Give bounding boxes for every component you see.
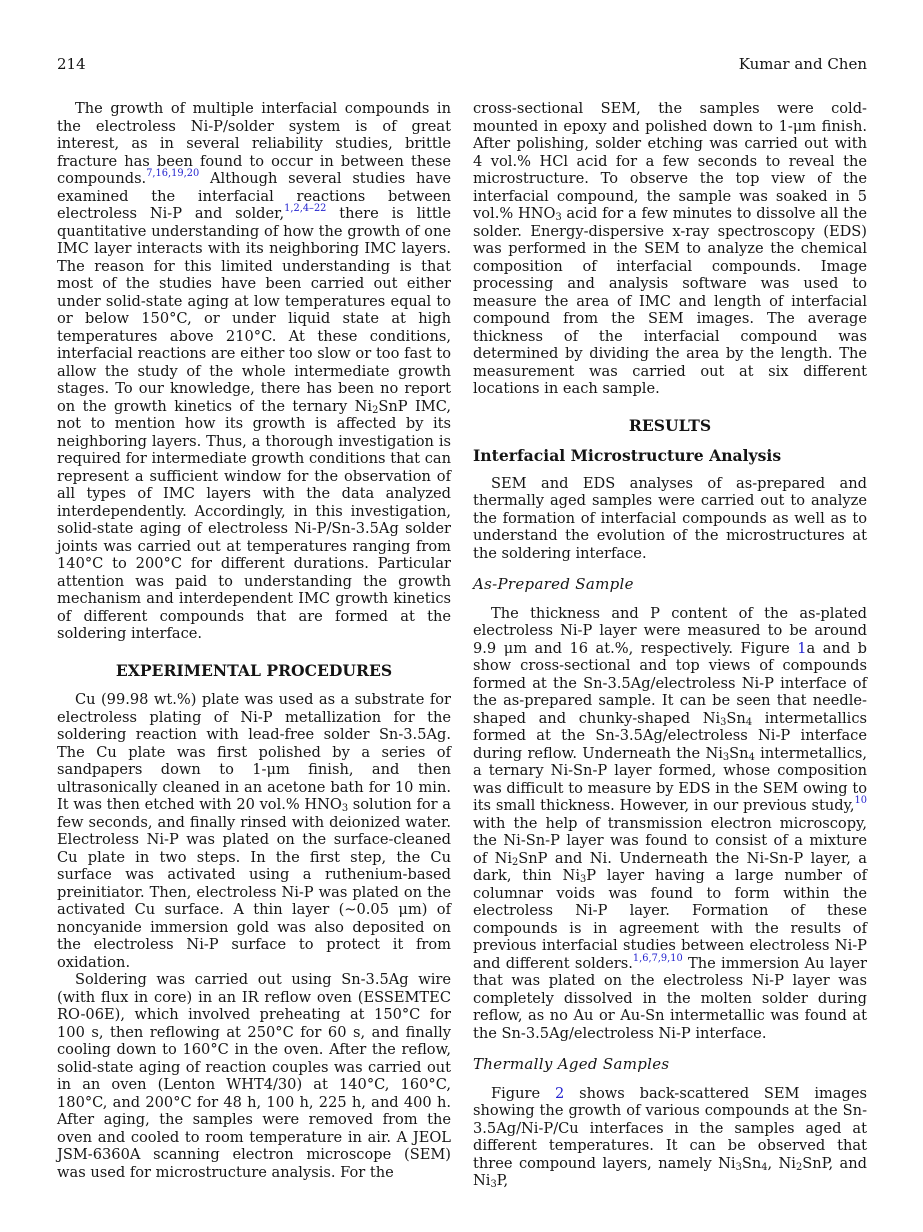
chemical-subscript: 3 (490, 1179, 497, 1191)
paragraph: Figure 2 shows back-scattered SEM images showing the growth of various compounds at the Sn-3.5Ag/Ni-P/Cu interfaces in the samples aged at different temperatures. It can be observed that three compound layers, namely $Ni_3Sn_4$, $Ni_2SnP$, and $Ni_3P$, (473, 1084, 867, 1191)
subsection-heading: Interfacial Microstructure Analysis (473, 446, 782, 465)
right-column (473, 100, 867, 1190)
chemical-subscript: 3 (720, 716, 727, 728)
paragraph: The growth of multiple interfacial compounds in the electroless Ni-P/solder system is of great interest, as in several reliability studies, brittle fracture has been found to occur in between these compounds.$^{7,16,19,20}$ Although several studies have examined the interfacial reactions between electroless Ni-P and solder,$^{1,2,4-22}$ there is little quantitative understanding of how the growth of one IMC layer interacts with its neighboring IMC layers. The reason for this limited understanding is that most of the studies have been carried out either under solid-state aging at low temperatures equal to or below 150°C, or under liquid state at high temperatures above 210°C. At these conditions, interfacial reactions are either too slow or too fast to allow the study of the whole intermediate growth stages. To our knowledge, there has been no report on the growth kinetics of the ternary $Ni_2SnP$ IMC, not to mention how its growth is affected by its neighboring layers. Thus, a thorough investigation is required for intermediate growth conditions that can represent a sufficient window for the observation of all types of IMC layers with the data analyzed interdependently. Accordingly, in this investigation, solid-state aging of electroless Ni-P/Sn-3.5Ag solder joints was carried out at temperatures ranging from 140°C to 200°C for different durations. Particular attention was paid to understanding the growth mechanism and interdependent IMC growth kinetics of different compounds that are formed at the soldering interface. (57, 100, 451, 642)
paragraph: Cu (99.98 wt.%) plate was used as a substrate for electroless plating of Ni-P metallization for the soldering reaction with lead-free solder Sn-3.5Ag. The Cu plate was first polished by a series of sandpapers down to 1-μm finish, and then ultrasonically cleaned in an acetone bath for 10 min. It was then etched with 20 vol.% $HNO_3$ solution for a few seconds, and finally rinsed with deionized water. Electroless Ni-P was plated on the surface-cleaned Cu plate in two steps. In the first step, the Cu surface was activated using a ruthenium-based preinitiator. Then, electroless Ni-P was plated on the activated Cu surface. A thin layer (∼0.05 μm) of noncyanide immersion gold was also deposited on the electroless Ni-P surface to protect it from oxidation. (57, 691, 452, 971)
running-head: Kumar and Chen (738, 55, 867, 73)
section-heading: EXPERIMENTAL PROCEDURES (115, 660, 393, 680)
citation-link[interactable]: 10 (854, 795, 867, 807)
chemical-subscript: 2 (372, 404, 379, 416)
citation-link[interactable]: 2 (555, 1084, 565, 1102)
page-header (57, 56, 867, 73)
chemical-subscript: 3 (341, 803, 349, 815)
chemical-subscript: 2 (512, 856, 519, 868)
two-column-body (57, 100, 867, 1190)
chemical-subscript: 3 (580, 874, 587, 886)
section-heading: RESULTS (628, 415, 712, 435)
chemical-subscript: 3 (555, 212, 562, 224)
left-column (57, 100, 451, 1190)
page-number: 214 (57, 55, 86, 73)
citation-link[interactable]: 1,2,4–22 (284, 203, 327, 215)
chemical-subscript: 4 (748, 751, 755, 763)
chemical-subscript: 4 (745, 716, 753, 728)
chemical-subscript: 4 (761, 1161, 768, 1173)
citation-link[interactable]: 1,6,7,9,10 (632, 952, 683, 964)
chemical-subscript: 3 (735, 1161, 742, 1173)
subsubsection-heading: Thermally Aged Samples (473, 1055, 670, 1073)
paragraph: Soldering was carried out using Sn-3.5Ag wire (with flux in core) in an IR reflow oven (ESSEMTEC RO-06E), which involved preheating at 150°C for 100 s, then reflowing at 250°C for 60 s, and finally cooling down to 160°C in the oven. After the reflow, solid-state aging of reaction couples was carried out in an oven (Lenton WHT4/30) at 140°C, 160°C, 180°C, and 200°C for 48 h, 100 h, 225 h, and 400 h. After aging, the samples were removed from the oven and cooled to room temperature in air. A JEOL JSM-6360A scanning electron microscope (SEM) was used for microstructure analysis. For the (57, 971, 451, 1181)
citation-link[interactable]: 1 (797, 639, 807, 657)
paragraph: cross-sectional SEM, the samples were cold-mounted in epoxy and polished down to 1-μm finish. After polishing, solder etching was carried out with 4 vol.% HCl acid for a few seconds to reveal the microstructure. To observe the top view of the interfacial compound, the sample was soaked in 5 vol.% $HNO_3$ acid for a few minutes to dissolve all the solder. Energy-dispersive x-ray spectroscopy (EDS) was performed in the SEM to analyze the chemical composition of interfacial compounds. Image processing and analysis software was used to measure the area of IMC and length of interfacial compound from the SEM images. The average thickness of the interfacial compound was determined by dividing the area by the length. The measurement was carried out at six different locations in each sample. (473, 100, 867, 397)
chemical-subscript: 3 (722, 751, 730, 763)
subsubsection-heading: As-Prepared Sample (473, 575, 634, 593)
chemical-subscript: 2 (795, 1161, 803, 1173)
paragraph: SEM and EDS analyses of as-prepared and thermally aged samples were carried out to analyze the formation of interfacial compounds as well as to understand the evolution of the microstructures at the soldering interface. (473, 474, 867, 562)
paragraph: The thickness and P content of the as-plated electroless Ni-P layer were measured to be around 9.9 μm and 16 at.%, respectively. Figure 1a and b show cross-sectional and top views of compounds formed at the Sn-3.5Ag/electroless Ni-P interface of the as-prepared sample. It can be seen that needle-shaped and chunky-shaped $Ni_3Sn_4$ intermetallics formed at the Sn-3.5Ag/electroless Ni-P interface during reflow. Underneath the $Ni_3Sn_4$ intermetallics, a ternary Ni-Sn-P layer formed, whose composition was difficult to measure by EDS in the SEM owing to its small thickness. However, in our previous study,$^{10}$ with the help of transmission electron microscopy, the Ni-Sn-P layer was found to consist of a mixture of $Ni_2SnP$ and Ni. Underneath the Ni-Sn-P layer, a dark, thin $Ni_3P$ layer having a large number of columnar voids was found to form within the electroless Ni-P layer. Formation of these compounds is in agreement with the results of previous interfacial studies between electroless Ni-P and different solders.$^{1,6,7,9,10}$ The immersion Au layer that was plated on the electroless Ni-P layer was completely dissolved in the molten solder during reflow, as no Au or Au-Sn intermetallic was found at the Sn-3.5Ag/electroless Ni-P interface. (473, 604, 868, 1042)
citation-link[interactable]: 7,16,19,20 (146, 168, 200, 180)
